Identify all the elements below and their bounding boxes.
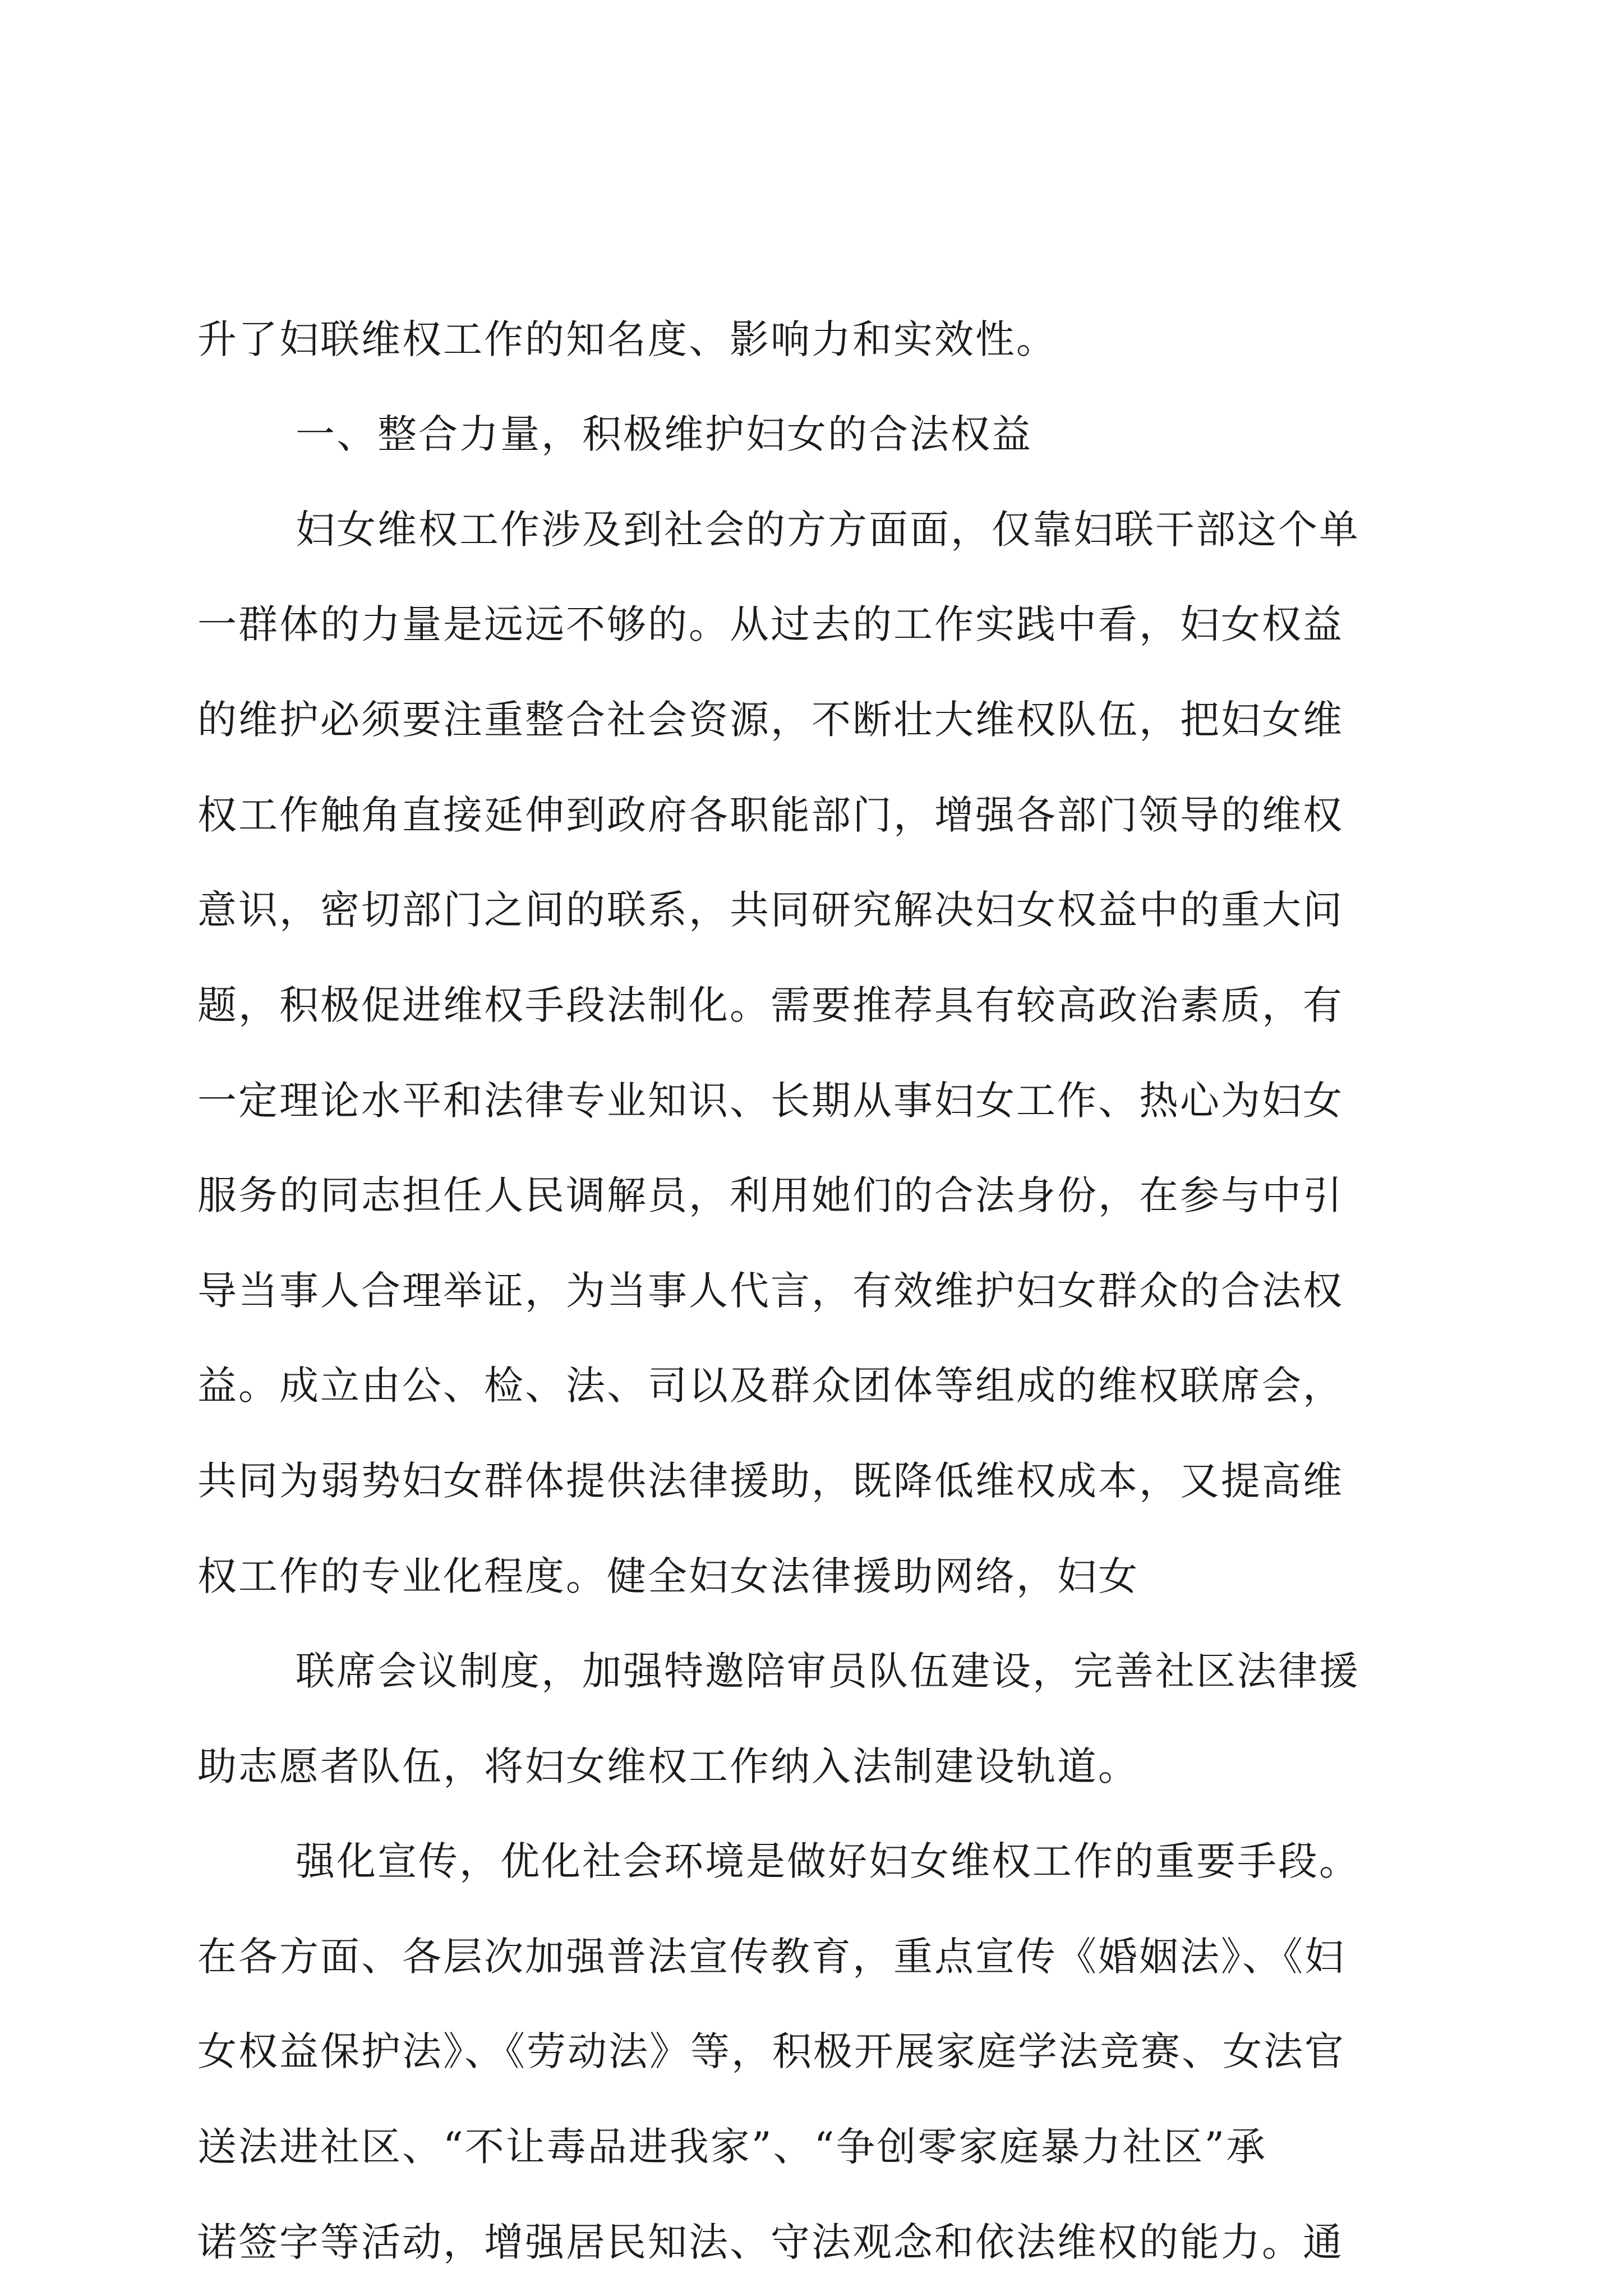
text-line: 权工作的专业化程度。健全妇女法律援助网络，妇女 <box>197 1553 1139 1599</box>
text-line: 一群体的力量是远远不够的。从过去的工作实践中看，妇女权益 <box>197 601 1344 647</box>
text-line: 联席会议制度，加强特邀陪审员队伍建设，完善社区法律援 <box>296 1648 1360 1694</box>
text-line: 题，积极促进维权手段法制化。需要推荐具有较高政治素质，有 <box>197 982 1344 1028</box>
text-line: 一定理论水平和法律专业知识、长期从事妇女工作、热心为妇女 <box>197 1078 1344 1124</box>
text-line: 的维护必须要注重整合社会资源，不断壮大维权队伍，把妇女维 <box>197 697 1344 743</box>
text-line: 权工作触角直接延伸到政府各职能部门，增强各部门领导的维权 <box>197 792 1344 838</box>
section-heading: 一、整合力量，积极维护妇女的合法权益 <box>296 411 1032 457</box>
text-line: 诺签字等活动，增强居民知法、守法观念和依法维权的能力。通 <box>197 2219 1344 2265</box>
text-line: 益。成立由公、检、法、司以及群众团体等组成的维权联席会， <box>197 1363 1344 1409</box>
text-line: 共同为弱势妇女群体提供法律援助，既降低维权成本，又提高维 <box>197 1458 1344 1504</box>
text-line: 妇女维权工作涉及到社会的方方面面，仅靠妇联干部这个单 <box>296 507 1360 553</box>
text-line: 送法进社区、“不让毒品进我家”、“争创零家庭暴力社区”承 <box>197 2124 1267 2170</box>
text-line: 升了妇联维权工作的知名度、影响力和实效性。 <box>197 316 1057 362</box>
text-line: 强化宣传，优化社会环境是做好妇女维权工作的重要手段。 <box>296 1838 1360 1884</box>
text-line: 意识，密切部门之间的联系，共同研究解决妇女权益中的重大问 <box>197 887 1344 933</box>
text-line: 在各方面、各层次加强普法宣传教育，重点宣传《婚姻法》、《妇 <box>197 1934 1345 1980</box>
text-line: 女权益保护法》、《劳动法》等，积极开展家庭学法竞赛、女法官 <box>197 2028 1345 2074</box>
text-line: 服务的同志担任人民调解员，利用她们的合法身份，在参与中引 <box>197 1172 1344 1218</box>
text-line: 导当事人合理举证，为当事人代言，有效维护妇女群众的合法权 <box>197 1268 1344 1314</box>
text-line: 助志愿者队伍，将妇女维权工作纳入法制建设轨道。 <box>197 1743 1139 1789</box>
